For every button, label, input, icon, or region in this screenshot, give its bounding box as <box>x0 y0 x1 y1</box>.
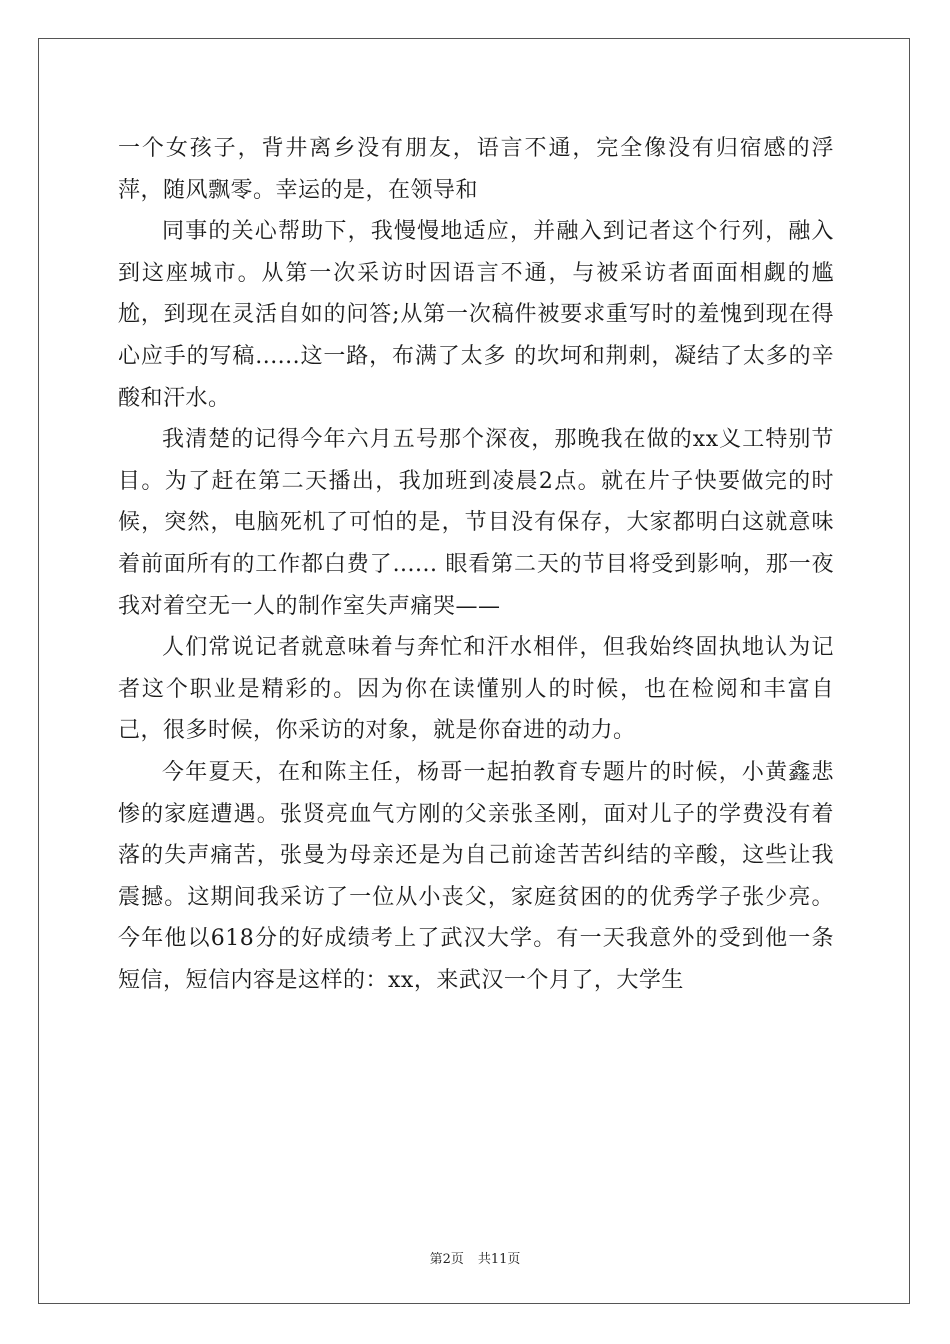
total-pages-label: 共11页 <box>477 1252 521 1267</box>
paragraph-4: 人们常说记者就意味着与奔忙和汗水相伴，但我始终固执地认为记者这个职业是精彩的。因为你在读懂别人的时候，也在检阅和丰富自己，很多时候，你采访的对象，就是你奋进的动力。 <box>118 635 834 744</box>
page-footer <box>0 1248 950 1267</box>
document-body <box>118 128 834 1001</box>
paragraph-2: 同事的关心帮助下，我慢慢地适应，并融入到记者这个行列，融入到这座城市。从第一次采访时因语言不通，与被采访者面面相觑的尴尬，到现在灵活自如的问答;从第一次稿件被要求重写时的羞愧到现在得心应手的写稿......这一路，布满了太多 的坎坷和荆刺，凝结了太多的辛酸和汗水。 <box>118 219 834 411</box>
current-page-label: 第2页 <box>429 1252 464 1267</box>
paragraph-3: 我清楚的记得今年六月五号那个深夜，那晚我在做的xx义工特别节目。为了赶在第二天播出，我加班到凌晨2点。就在片子快要做完的时候，突然，电脑死机了可怕的是，节目没有保存，大家都明白这就意味着前面所有的工作都白费了...... 眼看第二天的节目将受到影响，那一夜我对着空无一人的制作室失声痛哭—— <box>118 427 834 619</box>
paragraph-5: 今年夏天，在和陈主任，杨哥一起拍教育专题片的时候，小黄鑫悲惨的家庭遭遇。张贤亮血气方刚的父亲张圣刚，面对儿子的学费没有着落的失声痛苦，张曼为母亲还是为自己前途苦苦纠结的辛酸，这些让我震撼。这期间我采访了一位从小丧父，家庭贫困的的优秀学子张少亮。今年他以618分的好成绩考上了武汉大学。有一天我意外的受到他一条短信，短信内容是这样的：xx，来武汉一个月了，大学生 <box>118 759 834 993</box>
paragraph-1: 一个女孩子，背井离乡没有朋友，语言不通，完全像没有归宿感的浮萍，随风飘零。幸运的是，在领导和 <box>118 136 834 203</box>
